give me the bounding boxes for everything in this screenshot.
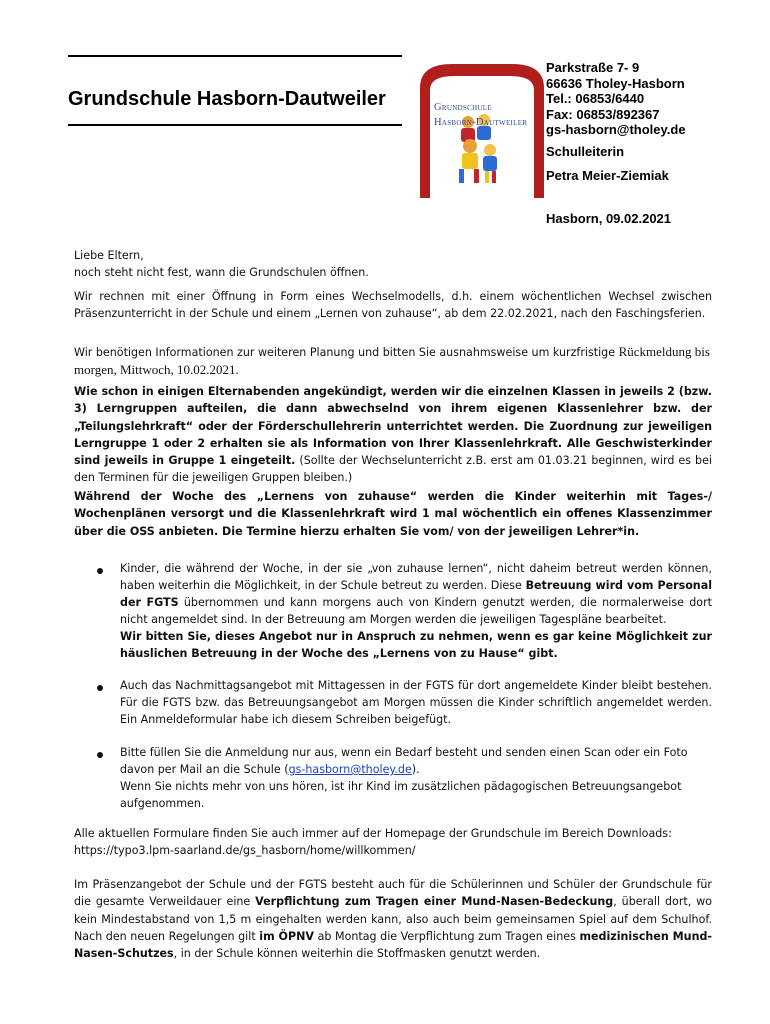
- school-logo: [412, 58, 552, 198]
- principal-name: Petra Meier-Ziemiak: [546, 168, 669, 183]
- paragraph-lerngruppen: [74, 383, 712, 487]
- contact-block: [546, 60, 686, 138]
- bullet-marker: [97, 568, 103, 574]
- contact-fax: Fax: 06853/892367: [546, 106, 660, 122]
- school-name: Grundschule Hasborn-Dautweiler: [68, 88, 386, 110]
- bullet-marker: [97, 752, 103, 758]
- bullet-anmeldung-note: Wenn Sie nichts mehr von uns hören, ist ihr Kind im zusätzlichen pädagogischen Betreuungsangebot aufgenommen.: [120, 780, 682, 810]
- masken-bold-f: medizinischen Mund-Nasen-Schutzes: [74, 929, 713, 961]
- bullet-nachmittag: [120, 677, 712, 728]
- rueckmeldung-text: Wir benötigen Informationen zur weiteren Planung und bitten Sie ausnahmsweise um kurzfristige: [74, 346, 616, 359]
- lernen-zuhause-bold: Während der Woche des „Lernens von zuhause“ werden die Kinder weiterhin mit Tages-/ Wochenplänen versorgt und die Klassenlehrkraft wird 1 mal wöchentlich ein offenes Klassenzimmer über die OSS anbieten. Die Termine hierzu erhalten Sie vom/ von der jeweiligen Lehrer*in.: [74, 490, 712, 538]
- masken-text-g: , in der Schule können weiterhin die Stoffmasken genutzt werden.: [173, 947, 541, 961]
- contact-street: Parkstraße 7- 9: [546, 60, 640, 75]
- paragraph-lernen-zuhause: [74, 488, 712, 540]
- bullet-betreuung-bold: Betreuung wird vom Personal der FGTS: [120, 579, 712, 609]
- bullet-betreuung-text-2: übernommen und kann morgens auch von Kindern genutzt werden, die normalerweise dort nicht angemeldet sind. In der Betreuung am Morgen werden die jeweiligen Tagespläne bearbeitet.: [120, 596, 712, 626]
- paragraph-formulare: Alle aktuellen Formulare finden Sie auch immer auf der Homepage der Grundschule im Bereich Downloads:: [74, 827, 672, 840]
- paragraph-maskenpflicht: [74, 876, 712, 962]
- logo-line1: Grundschule: [434, 102, 492, 113]
- masken-text-a: Im Präsenzangebot der Schule und der FGTS besteht auch für die Schülerinnen und Schüler der Grundschule für die gesamte Verweildauer eine: [74, 878, 712, 909]
- bullet-anmeldung-text: Bitte füllen Sie die Anmeldung nur aus, wenn ein Bedarf besteht und senden einen Scan oder ein Foto davon per Mail an die Schule (: [120, 746, 688, 776]
- intro-line: noch steht nicht fest, wann die Grundschulen öffnen.: [74, 266, 369, 279]
- role-label: Schulleiterin: [546, 144, 625, 159]
- school-arch-icon: [412, 58, 552, 198]
- masken-text-c: , überall dort, wo kein Mindestabstand von 1,5 m eingehalten werden kann, also auch beim gemeinsamen Spiel auf dem Schulhof. Nach den neuen Regelungen gilt: [74, 895, 713, 943]
- contact-city: 66636 Tholey-Hasborn: [546, 75, 685, 91]
- letter-date: Hasborn, 09.02.2021: [546, 211, 672, 226]
- masken-bold-b: Verpflichtung zum Tragen einer Mund-Nasen-Bedeckung: [255, 895, 614, 909]
- bullet-nachmittag-text: Auch das Nachmittagsangebot mit Mittagessen in der FGTS für dort angemeldete Kinder bleibt bestehen. Für die FGTS bzw. das Betreuungsangebot am Morgen müssen die Kinder schriftlich angemeldet werden. Ein Anmeldeformular habe ich diesem Schreiben beigefügt.: [120, 679, 712, 726]
- masken-text-e: ab Montag die Verpflichtung zum Tragen eines: [314, 929, 580, 943]
- rueckmeldung-deadline: Rückmeldung bis morgen, Mittwoch, 10.02.2021.: [74, 344, 710, 378]
- bullet-marker: [97, 685, 103, 691]
- bullet-betreuung: [120, 560, 712, 662]
- school-email-link[interactable]: gs-hasborn@tholey.de: [288, 763, 412, 776]
- paragraph-rueckmeldung: [74, 343, 712, 380]
- header-rule-top: [68, 55, 402, 57]
- bullet-anmeldung-close: ).: [411, 763, 420, 776]
- masken-bold-d: im ÖPNV: [259, 929, 314, 943]
- bullet-betreuung-text: Kinder, die während der Woche, in der sie „von zuhause lernen“, nicht daheim betreut werden können, haben weiterhin die Möglichkeit, in der Schule betreut zu werden. Diese: [120, 562, 712, 592]
- bullet-betreuung-appeal: Wir bitten Sie, dieses Angebot nur in Anspruch zu nehmen, wenn es gar keine Möglichkeit zur häuslichen Betreuung in der Woche des „Lernens von zu Hause“ gibt.: [120, 630, 712, 660]
- lerngruppen-note: (Sollte der Wechselunterricht z.B. erst am 01.03.21 beginnen, wird es bei den Terminen für die jeweiligen Gruppen bleiben.): [74, 454, 712, 485]
- paragraph-wechselmodell: Wir rechnen mit einer Öffnung in Form eines Wechselmodells, d.h. einem wöchentlichen Wechsel zwischen Präsenzunterricht in der Schule und einem „Lernen von zuhause“, ab dem 22.02.2021, nach den Faschingsferien.: [74, 290, 712, 321]
- logo-line2: Hasborn-Dautweiler: [434, 117, 528, 128]
- contact-email: gs-hasborn@tholey.de: [546, 122, 686, 137]
- bullet-anmeldung: [120, 744, 712, 812]
- header-rule-bottom: [68, 124, 402, 126]
- greeting: Liebe Eltern,: [74, 249, 144, 262]
- contact-tel: Tel.: 06853/6440: [546, 91, 645, 106]
- homepage-url: https://typo3.lpm-saarland.de/gs_hasborn/home/willkommen/: [74, 844, 416, 857]
- lerngruppen-bold: Wie schon in einigen Elternabenden angekündigt, werden wir die einzelnen Klassen in jeweils 2 (bzw. 3) Lerngruppen aufteilen, die dann abwechselnd von ihrem eigenen Klassenlehrer bzw. der „Teilungslehrkraft“ oder der Förderschullehrerin unterrichtet werden. Die Zuordnung zur jeweiligen Lerngruppe 1 oder 2 erhalten sie als Information von Ihrer Klassenlehrkraft. Alle Geschwisterkinder sind jeweils in Gruppe 1 eingeteilt.: [74, 385, 712, 468]
